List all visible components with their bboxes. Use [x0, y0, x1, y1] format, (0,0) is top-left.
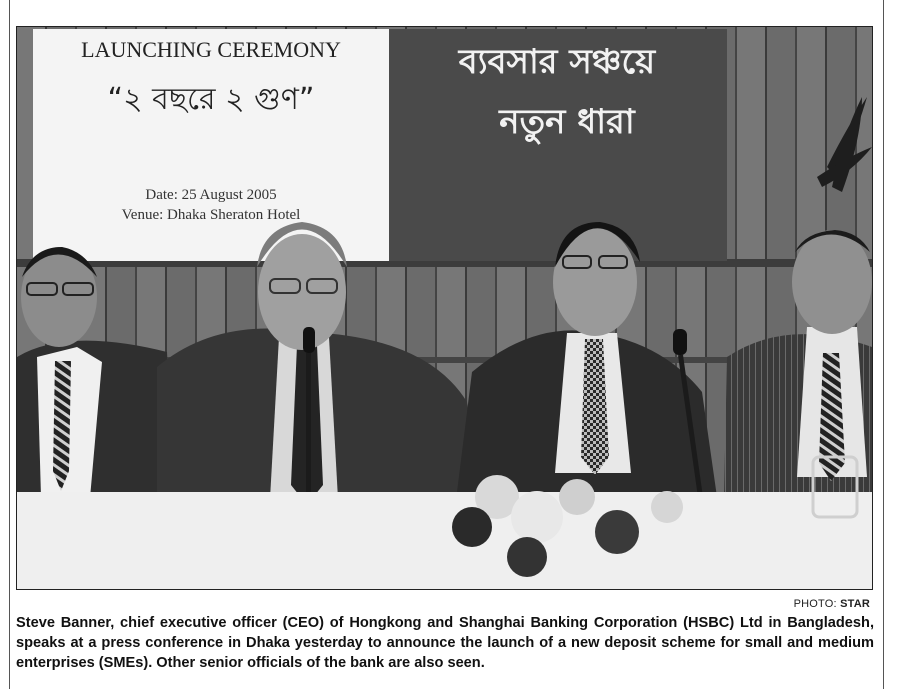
- column-rule-left: [9, 0, 10, 689]
- conference-table: [17, 492, 872, 589]
- photo-caption: Steve Banner, chief executive officer (CEO) of Hongkong and Shanghai Banking Corporation (HSBC) Ltd in Bangladesh, speaks at a press conference in Dhaka yesterday to announce the launch of a new deposit scheme for small and medium enterprises (SMEs). Other senior officials of the bank are also seen.: [16, 615, 874, 671]
- banner-venue: Venue: Dhaka Sheraton Hotel: [121, 207, 301, 223]
- photo-credit: [0, 598, 870, 610]
- banner-headline-line1: ব্যবসার সঞ্চয়ে: [458, 42, 656, 82]
- photo-credit-prefix: PHOTO:: [793, 598, 841, 610]
- banner-slogan: “২ বছরে ২ গুণ”: [107, 82, 315, 117]
- event-banner-right: [389, 29, 727, 261]
- banner-title: LAUNCHING CEREMONY: [81, 37, 341, 62]
- banner-headline-line2: নতুন ধারা: [499, 102, 635, 142]
- event-banner-left: [33, 29, 389, 261]
- photo-credit-source: STAR: [840, 598, 870, 610]
- banner-date: Date: 25 August 2005: [145, 187, 277, 203]
- column-rule-right: [883, 0, 884, 689]
- news-photo: [16, 26, 873, 590]
